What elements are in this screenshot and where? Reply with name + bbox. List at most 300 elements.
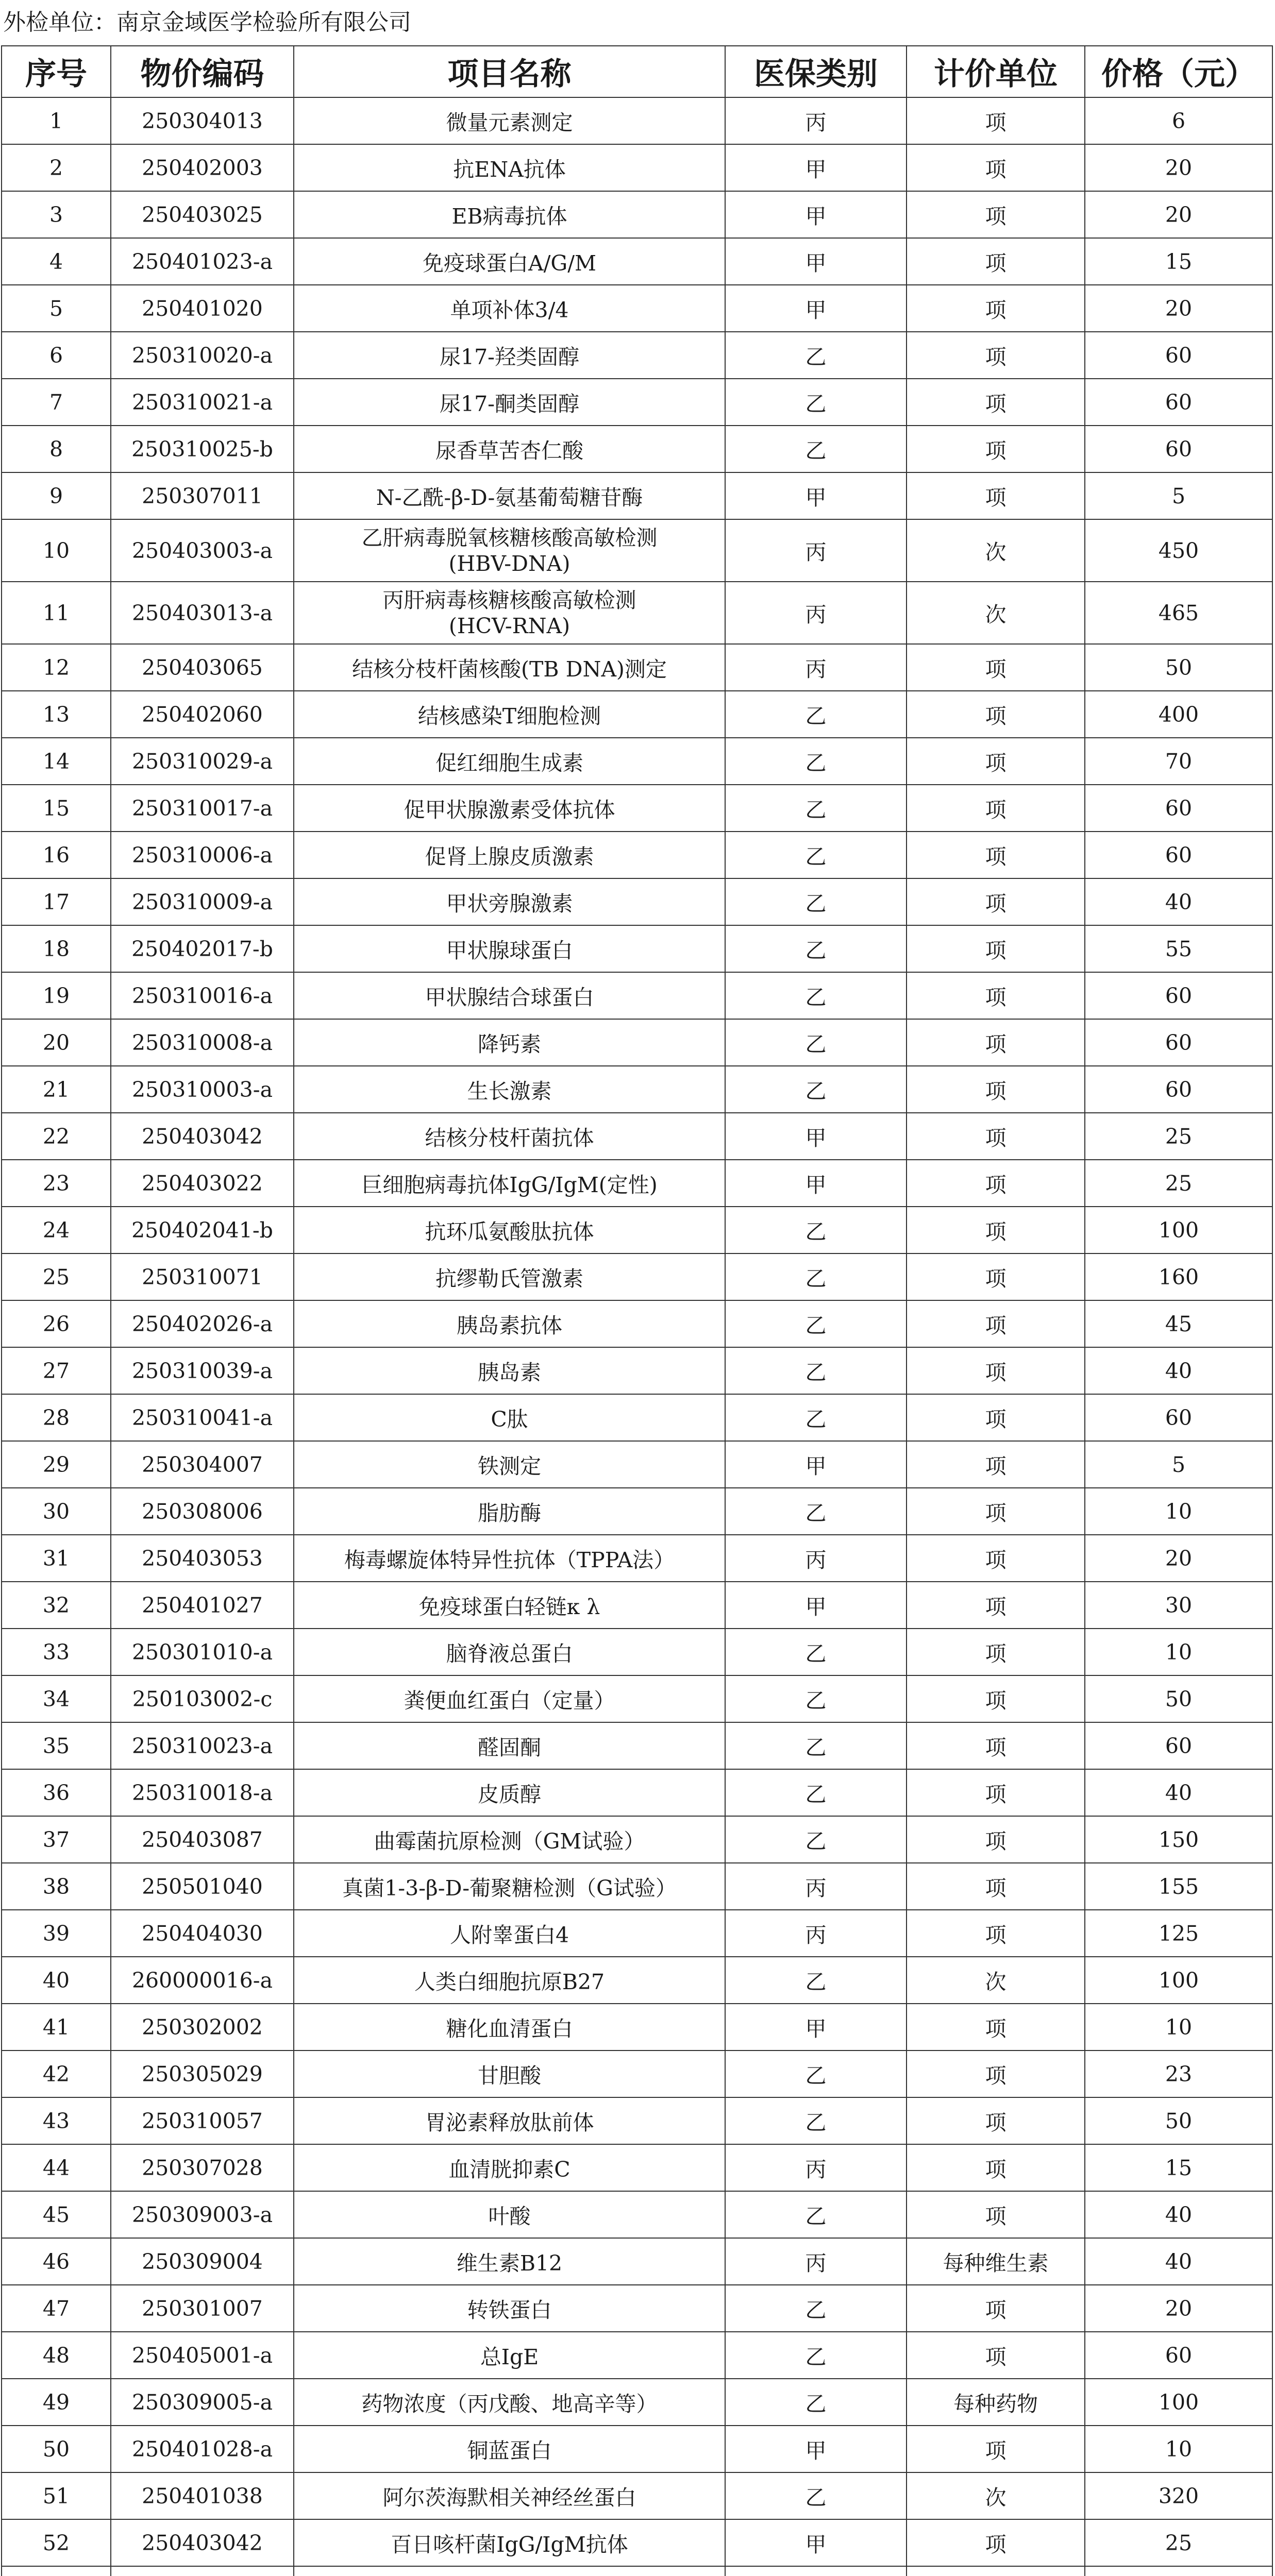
cell-price: 45	[1085, 1300, 1272, 1347]
cell-serial: 29	[2, 1441, 111, 1488]
cell-serial: 44	[2, 2144, 111, 2191]
cell-serial: 51	[2, 2472, 111, 2519]
cell-billing-unit: 项	[907, 925, 1085, 972]
table-row	[2, 1582, 1272, 1629]
cell-price-code: 260000016-a	[111, 1957, 294, 2004]
cell-insurance-category: 乙	[725, 1066, 907, 1113]
cell-serial: 37	[2, 1816, 111, 1863]
cell-price: 400	[1085, 691, 1272, 738]
cell-billing-unit: 项	[907, 691, 1085, 738]
cell-insurance-category: 甲	[725, 2426, 907, 2472]
cell-item-name: 总IgE	[294, 2332, 725, 2379]
cell-item-name: 曲霉菌抗原检测（GM试验）	[294, 1816, 725, 1863]
cell-item-name: 生长激素	[294, 1066, 725, 1113]
cell-billing-unit: 次	[907, 582, 1085, 644]
table-row	[2, 1253, 1272, 1300]
table-row	[2, 238, 1272, 285]
cell-price: 60	[1085, 832, 1272, 878]
table-row	[2, 2097, 1272, 2144]
cell-price-code: 250402060	[111, 691, 294, 738]
cell-insurance-category: 乙	[725, 2332, 907, 2379]
cell-serial: 34	[2, 1675, 111, 1722]
cell-billing-unit: 项	[907, 1394, 1085, 1441]
cell-serial	[2, 2566, 111, 2576]
cell-price-code: 250309004	[111, 2238, 294, 2285]
table-row	[2, 972, 1272, 1019]
cell-billing-unit: 项	[907, 97, 1085, 144]
cell-billing-unit: 项	[907, 1910, 1085, 1957]
cell-price: 60	[1085, 785, 1272, 832]
cell-billing-unit: 项	[907, 191, 1085, 238]
cell-billing-unit: 项	[907, 2097, 1085, 2144]
cell-insurance-category: 丙	[725, 1863, 907, 1910]
cell-insurance-category: 甲	[725, 1582, 907, 1629]
cell-price: 25	[1085, 1113, 1272, 1160]
cell-price-code: 250403065	[111, 644, 294, 691]
cell-price: 60	[1085, 972, 1272, 1019]
table-row	[2, 2144, 1272, 2191]
cell-serial: 42	[2, 2050, 111, 2097]
cell-serial: 17	[2, 878, 111, 925]
table-row	[2, 1816, 1272, 1863]
cell-serial: 20	[2, 1019, 111, 1066]
table-row	[2, 2426, 1272, 2472]
cell-price-code: 250308006	[111, 1488, 294, 1535]
cell-serial: 48	[2, 2332, 111, 2379]
cell-price: 5	[1085, 1441, 1272, 1488]
cell-serial: 36	[2, 1769, 111, 1816]
cell-insurance-category: 乙	[725, 1394, 907, 1441]
table-row	[2, 2004, 1272, 2050]
cell-insurance-category: 乙	[725, 1675, 907, 1722]
cell-item-name: N-乙酰-β-D-氨基葡萄糖苷酶	[294, 472, 725, 519]
cell-price-code: 250310039-a	[111, 1347, 294, 1394]
cell-item-name: 叶酸	[294, 2191, 725, 2238]
cell-insurance-category: 乙	[725, 1629, 907, 1675]
cell-item-name: 结核分枝杆菌抗体	[294, 1113, 725, 1160]
cell-insurance-category: 乙	[725, 379, 907, 426]
table-row	[2, 582, 1272, 644]
cell-price-code: 250310016-a	[111, 972, 294, 1019]
cell-price-code: 250501040	[111, 1863, 294, 1910]
cell-price: 100	[1085, 2379, 1272, 2426]
cell-price-code: 250307011	[111, 472, 294, 519]
cell-price: 60	[1085, 1019, 1272, 1066]
table-row	[2, 1394, 1272, 1441]
table-row	[2, 1769, 1272, 1816]
table-row	[2, 1910, 1272, 1957]
cell-price-code: 250402017-b	[111, 925, 294, 972]
cell-billing-unit: 次	[907, 519, 1085, 582]
cell-price: 20	[1085, 144, 1272, 191]
cell-price: 10	[1085, 2426, 1272, 2472]
cell-insurance-category: 甲	[725, 191, 907, 238]
cell-serial: 23	[2, 1160, 111, 1207]
cell-billing-unit: 项	[907, 2004, 1085, 2050]
cell-item-name: 抗缪勒氏管激素	[294, 1253, 725, 1300]
cell-price-code: 250302002	[111, 2004, 294, 2050]
cell-price: 10	[1085, 2004, 1272, 2050]
cell-serial: 26	[2, 1300, 111, 1347]
table-row	[2, 785, 1272, 832]
cell-serial: 16	[2, 832, 111, 878]
cell-price: 15	[1085, 2144, 1272, 2191]
cell-item-name	[294, 582, 725, 644]
cell-serial: 24	[2, 1207, 111, 1253]
cell-price: 10	[1085, 1488, 1272, 1535]
table-row	[2, 2238, 1272, 2285]
cell-price: 320	[1085, 2472, 1272, 2519]
cell-price: 23	[1085, 2050, 1272, 2097]
table-row	[2, 1675, 1272, 1722]
cell-billing-unit: 项	[907, 2050, 1085, 2097]
cell-price-code: 250307028	[111, 2144, 294, 2191]
cell-insurance-category: 甲	[725, 238, 907, 285]
cell-insurance-category: 乙	[725, 972, 907, 1019]
cell-price: 465	[1085, 582, 1272, 644]
cell-item-name: 尿香草苦杏仁酸	[294, 426, 725, 472]
table-row	[2, 1957, 1272, 2004]
cell-serial: 18	[2, 925, 111, 972]
cell-price: 60	[1085, 332, 1272, 379]
cell-item-name: 单项补体3/4	[294, 285, 725, 332]
table-row	[2, 2472, 1272, 2519]
cell-price: 50	[1085, 644, 1272, 691]
cell-billing-unit: 项	[907, 878, 1085, 925]
cell-billing-unit: 每种药物	[907, 2379, 1085, 2426]
cell-insurance-category: 乙	[725, 2097, 907, 2144]
cell-price-code: 250305029	[111, 2050, 294, 2097]
cell-serial: 30	[2, 1488, 111, 1535]
table-row	[2, 1488, 1272, 1535]
cell-item-name: 脑脊液总蛋白	[294, 1629, 725, 1675]
cell-price: 60	[1085, 1066, 1272, 1113]
cell-billing-unit: 项	[907, 1816, 1085, 1863]
cell-price: 30	[1085, 1582, 1272, 1629]
cell-insurance-category: 乙	[725, 738, 907, 785]
cell-serial: 11	[2, 582, 111, 644]
cell-serial: 15	[2, 785, 111, 832]
table-row	[2, 1535, 1272, 1582]
cell-price-code: 250402041-b	[111, 1207, 294, 1253]
table-row	[2, 1863, 1272, 1910]
cell-billing-unit: 项	[907, 1019, 1085, 1066]
cell-item-name: 粪便血红蛋白（定量）	[294, 1675, 725, 1722]
cell-serial: 7	[2, 379, 111, 426]
cell-serial: 8	[2, 426, 111, 472]
cell-insurance-category: 甲	[725, 2004, 907, 2050]
cell-insurance-category: 丙	[725, 644, 907, 691]
cell-insurance-category: 乙	[725, 785, 907, 832]
cell-item-name: 胰岛素	[294, 1347, 725, 1394]
cell-item-name: 促红细胞生成素	[294, 738, 725, 785]
cell-item-name: 微量元素测定	[294, 97, 725, 144]
cell-serial: 49	[2, 2379, 111, 2426]
cell-serial: 31	[2, 1535, 111, 1582]
cell-serial: 45	[2, 2191, 111, 2238]
cell-price-code: 250310003-a	[111, 1066, 294, 1113]
cell-item-name: 抗ENA抗体	[294, 144, 725, 191]
cell-price-code: 250310025-b	[111, 426, 294, 472]
cell-item-name: 甘胆酸	[294, 2050, 725, 2097]
cell-insurance-category	[725, 2566, 907, 2576]
cell-billing-unit: 项	[907, 285, 1085, 332]
cell-billing-unit: 项	[907, 2191, 1085, 2238]
cell-price: 10	[1085, 1629, 1272, 1675]
cell-insurance-category: 甲	[725, 144, 907, 191]
cell-billing-unit: 项	[907, 1066, 1085, 1113]
cell-price: 25	[1085, 1160, 1272, 1207]
cell-billing-unit: 项	[907, 1722, 1085, 1769]
cell-billing-unit: 项	[907, 2426, 1085, 2472]
cell-price-code: 250103002-c	[111, 1675, 294, 1722]
cell-serial: 41	[2, 2004, 111, 2050]
cell-serial: 25	[2, 1253, 111, 1300]
table-header-row	[2, 46, 1272, 97]
cell-item-name: 尿17-酮类固醇	[294, 379, 725, 426]
cell-serial: 10	[2, 519, 111, 582]
item-name-line-1: 乙肝病毒脱氧核糖核酸高敏检测	[361, 525, 658, 550]
cell-price-code: 250304013	[111, 97, 294, 144]
cell-item-name: 甲状腺球蛋白	[294, 925, 725, 972]
cell-serial: 12	[2, 644, 111, 691]
cell-price-code: 250310023-a	[111, 1722, 294, 1769]
cell-item-name: 胃泌素释放肽前体	[294, 2097, 725, 2144]
table-row	[2, 878, 1272, 925]
cell-billing-unit: 项	[907, 2285, 1085, 2332]
cell-insurance-category: 乙	[725, 2472, 907, 2519]
cell-price: 55	[1085, 925, 1272, 972]
testing-lab-label: 外检单位：南京金域医学检验所有限公司	[3, 9, 411, 36]
table-row	[2, 832, 1272, 878]
cell-price-code: 250310029-a	[111, 738, 294, 785]
cell-item-name: 铜蓝蛋白	[294, 2426, 725, 2472]
cell-serial: 33	[2, 1629, 111, 1675]
cell-insurance-category: 乙	[725, 2379, 907, 2426]
table-row	[2, 332, 1272, 379]
cell-billing-unit: 项	[907, 785, 1085, 832]
cell-insurance-category: 丙	[725, 519, 907, 582]
cell-item-name: 阿尔茨海默相关神经丝蛋白	[294, 2472, 725, 2519]
cell-price-code: 250310018-a	[111, 1769, 294, 1816]
cell-serial: 3	[2, 191, 111, 238]
table-row	[2, 2379, 1272, 2426]
table-row	[2, 925, 1272, 972]
cell-billing-unit: 项	[907, 1113, 1085, 1160]
cell-serial: 38	[2, 1863, 111, 1910]
cell-price-code: 250310071	[111, 1253, 294, 1300]
cell-price: 50	[1085, 2097, 1272, 2144]
cell-billing-unit: 项	[907, 1207, 1085, 1253]
cell-price: 70	[1085, 738, 1272, 785]
cell-price: 20	[1085, 191, 1272, 238]
cell-insurance-category: 乙	[725, 1488, 907, 1535]
cell-price: 40	[1085, 2191, 1272, 2238]
cell-price-code	[111, 2566, 294, 2576]
cell-price: 155	[1085, 1863, 1272, 1910]
cell-serial: 19	[2, 972, 111, 1019]
cell-item-name: 胰岛素抗体	[294, 1300, 725, 1347]
cell-price-code: 250402026-a	[111, 1300, 294, 1347]
cell-item-name: EB病毒抗体	[294, 191, 725, 238]
cell-insurance-category: 甲	[725, 285, 907, 332]
cell-insurance-category: 乙	[725, 1207, 907, 1253]
cell-insurance-category: 甲	[725, 2519, 907, 2566]
cell-item-name: 巨细胞病毒抗体IgG/IgM(定性)	[294, 1160, 725, 1207]
cell-insurance-category: 乙	[725, 2191, 907, 2238]
cell-billing-unit: 项	[907, 1675, 1085, 1722]
cell-item-name: 甲状腺结合球蛋白	[294, 972, 725, 1019]
table-row	[2, 1066, 1272, 1113]
cell-billing-unit: 项	[907, 426, 1085, 472]
cell-insurance-category: 乙	[725, 1957, 907, 2004]
cell-price-code: 250403022	[111, 1160, 294, 1207]
cell-serial: 32	[2, 1582, 111, 1629]
cell-serial: 6	[2, 332, 111, 379]
cell-billing-unit	[907, 2566, 1085, 2576]
column-header-item-name: 项目名称	[294, 46, 725, 97]
table-row	[2, 191, 1272, 238]
cell-billing-unit: 项	[907, 644, 1085, 691]
cell-serial: 46	[2, 2238, 111, 2285]
cell-price-code: 250403042	[111, 2519, 294, 2566]
cell-serial: 14	[2, 738, 111, 785]
cell-serial: 35	[2, 1722, 111, 1769]
table-row	[2, 2519, 1272, 2566]
cell-item-name: 梅毒螺旋体特异性抗体（TPPA法）	[294, 1535, 725, 1582]
cell-price-code: 250403087	[111, 1816, 294, 1863]
cell-price: 60	[1085, 2332, 1272, 2379]
cell-item-name: 促甲状腺激素受体抗体	[294, 785, 725, 832]
table-row	[2, 644, 1272, 691]
cell-price-code: 250309005-a	[111, 2379, 294, 2426]
cell-price-code: 250310009-a	[111, 878, 294, 925]
cell-serial: 43	[2, 2097, 111, 2144]
cell-price-code: 250401023-a	[111, 238, 294, 285]
cell-price-code: 250405001-a	[111, 2332, 294, 2379]
table-row	[2, 1347, 1272, 1394]
cell-insurance-category: 乙	[725, 925, 907, 972]
cell-item-name: 转铁蛋白	[294, 2285, 725, 2332]
table-row	[2, 2285, 1272, 2332]
cell-item-name: 抗环瓜氨酸肽抗体	[294, 1207, 725, 1253]
cell-serial: 27	[2, 1347, 111, 1394]
cell-item-name: 结核感染T细胞检测	[294, 691, 725, 738]
cell-billing-unit: 项	[907, 832, 1085, 878]
cell-price-code: 250310006-a	[111, 832, 294, 878]
cell-insurance-category: 乙	[725, 426, 907, 472]
cell-billing-unit: 项	[907, 472, 1085, 519]
table-body	[2, 97, 1272, 2576]
cell-serial: 21	[2, 1066, 111, 1113]
cell-insurance-category: 乙	[725, 1722, 907, 1769]
cell-insurance-category: 丙	[725, 2144, 907, 2191]
cell-serial: 47	[2, 2285, 111, 2332]
cell-price-code: 250310021-a	[111, 379, 294, 426]
table-row	[2, 1113, 1272, 1160]
cell-insurance-category: 乙	[725, 1300, 907, 1347]
cell-item-name: 免疫球蛋白A/G/M	[294, 238, 725, 285]
cell-item-name: 皮质醇	[294, 1769, 725, 1816]
table-row	[2, 426, 1272, 472]
table-row	[2, 1207, 1272, 1253]
cell-insurance-category: 甲	[725, 1113, 907, 1160]
cell-price-code: 250403003-a	[111, 519, 294, 582]
item-name-line-1: 丙肝病毒核糖核酸高敏检测	[382, 587, 636, 613]
cell-serial: 40	[2, 1957, 111, 2004]
cell-price: 15	[1085, 238, 1272, 285]
cell-price-code: 250310020-a	[111, 332, 294, 379]
cell-price: 100	[1085, 1957, 1272, 2004]
cell-price: 60	[1085, 1722, 1272, 1769]
cell-billing-unit: 项	[907, 2144, 1085, 2191]
cell-item-name: 糖化血清蛋白	[294, 2004, 725, 2050]
cell-insurance-category: 乙	[725, 1019, 907, 1066]
cell-billing-unit: 项	[907, 1347, 1085, 1394]
cell-item-name: 铁测定	[294, 1441, 725, 1488]
cell-item-name: 免疫球蛋白轻链κ λ	[294, 1582, 725, 1629]
cell-serial: 9	[2, 472, 111, 519]
column-header-insurance-category: 医保类别	[725, 46, 907, 97]
table-row	[2, 1160, 1272, 1207]
cell-billing-unit: 项	[907, 1629, 1085, 1675]
cell-price-code: 250309003-a	[111, 2191, 294, 2238]
cell-price: 20	[1085, 1535, 1272, 1582]
cell-item-name: 甲状旁腺激素	[294, 878, 725, 925]
item-name-line-2: (HCV-RNA)	[448, 613, 571, 638]
cell-price-code: 250401038	[111, 2472, 294, 2519]
cell-billing-unit: 次	[907, 2472, 1085, 2519]
cell-insurance-category: 丙	[725, 1910, 907, 1957]
cell-price: 100	[1085, 1207, 1272, 1253]
cell-price: 60	[1085, 426, 1272, 472]
cell-insurance-category: 丙	[725, 1535, 907, 1582]
cell-insurance-category: 甲	[725, 1441, 907, 1488]
table-row	[2, 144, 1272, 191]
table-row	[2, 379, 1272, 426]
cell-billing-unit: 项	[907, 379, 1085, 426]
cell-item-name: 百日咳杆菌IgG/IgM抗体	[294, 2519, 725, 2566]
cell-insurance-category: 乙	[725, 2050, 907, 2097]
cell-item-name: 人附睾蛋白4	[294, 1910, 725, 1957]
cell-price-code: 250310008-a	[111, 1019, 294, 1066]
cell-billing-unit: 每种维生素	[907, 2238, 1085, 2285]
cell-serial: 39	[2, 1910, 111, 1957]
cell-insurance-category: 乙	[725, 1816, 907, 1863]
cell-insurance-category: 乙	[725, 332, 907, 379]
item-name-line-2: (HBV-DNA)	[448, 551, 571, 576]
cell-item-name: 血清胱抑素C	[294, 2144, 725, 2191]
cell-insurance-category: 乙	[725, 691, 907, 738]
cell-insurance-category: 丙	[725, 2238, 907, 2285]
cell-serial: 13	[2, 691, 111, 738]
cell-serial: 52	[2, 2519, 111, 2566]
cell-item-name	[294, 2566, 725, 2576]
cell-price-code: 250404030	[111, 1910, 294, 1957]
cell-insurance-category: 乙	[725, 832, 907, 878]
cell-billing-unit: 项	[907, 238, 1085, 285]
table-row	[2, 285, 1272, 332]
table-row	[2, 97, 1272, 144]
cell-item-name: 药物浓度（丙戊酸、地高辛等）	[294, 2379, 725, 2426]
cell-item-name: 醛固酮	[294, 1722, 725, 1769]
cell-item-name: 结核分枝杆菌核酸(TB DNA)测定	[294, 644, 725, 691]
cell-billing-unit: 项	[907, 2519, 1085, 2566]
cell-price-code: 250310017-a	[111, 785, 294, 832]
cell-item-name: 尿17-羟类固醇	[294, 332, 725, 379]
cell-insurance-category: 乙	[725, 1253, 907, 1300]
cell-price-code: 250401020	[111, 285, 294, 332]
